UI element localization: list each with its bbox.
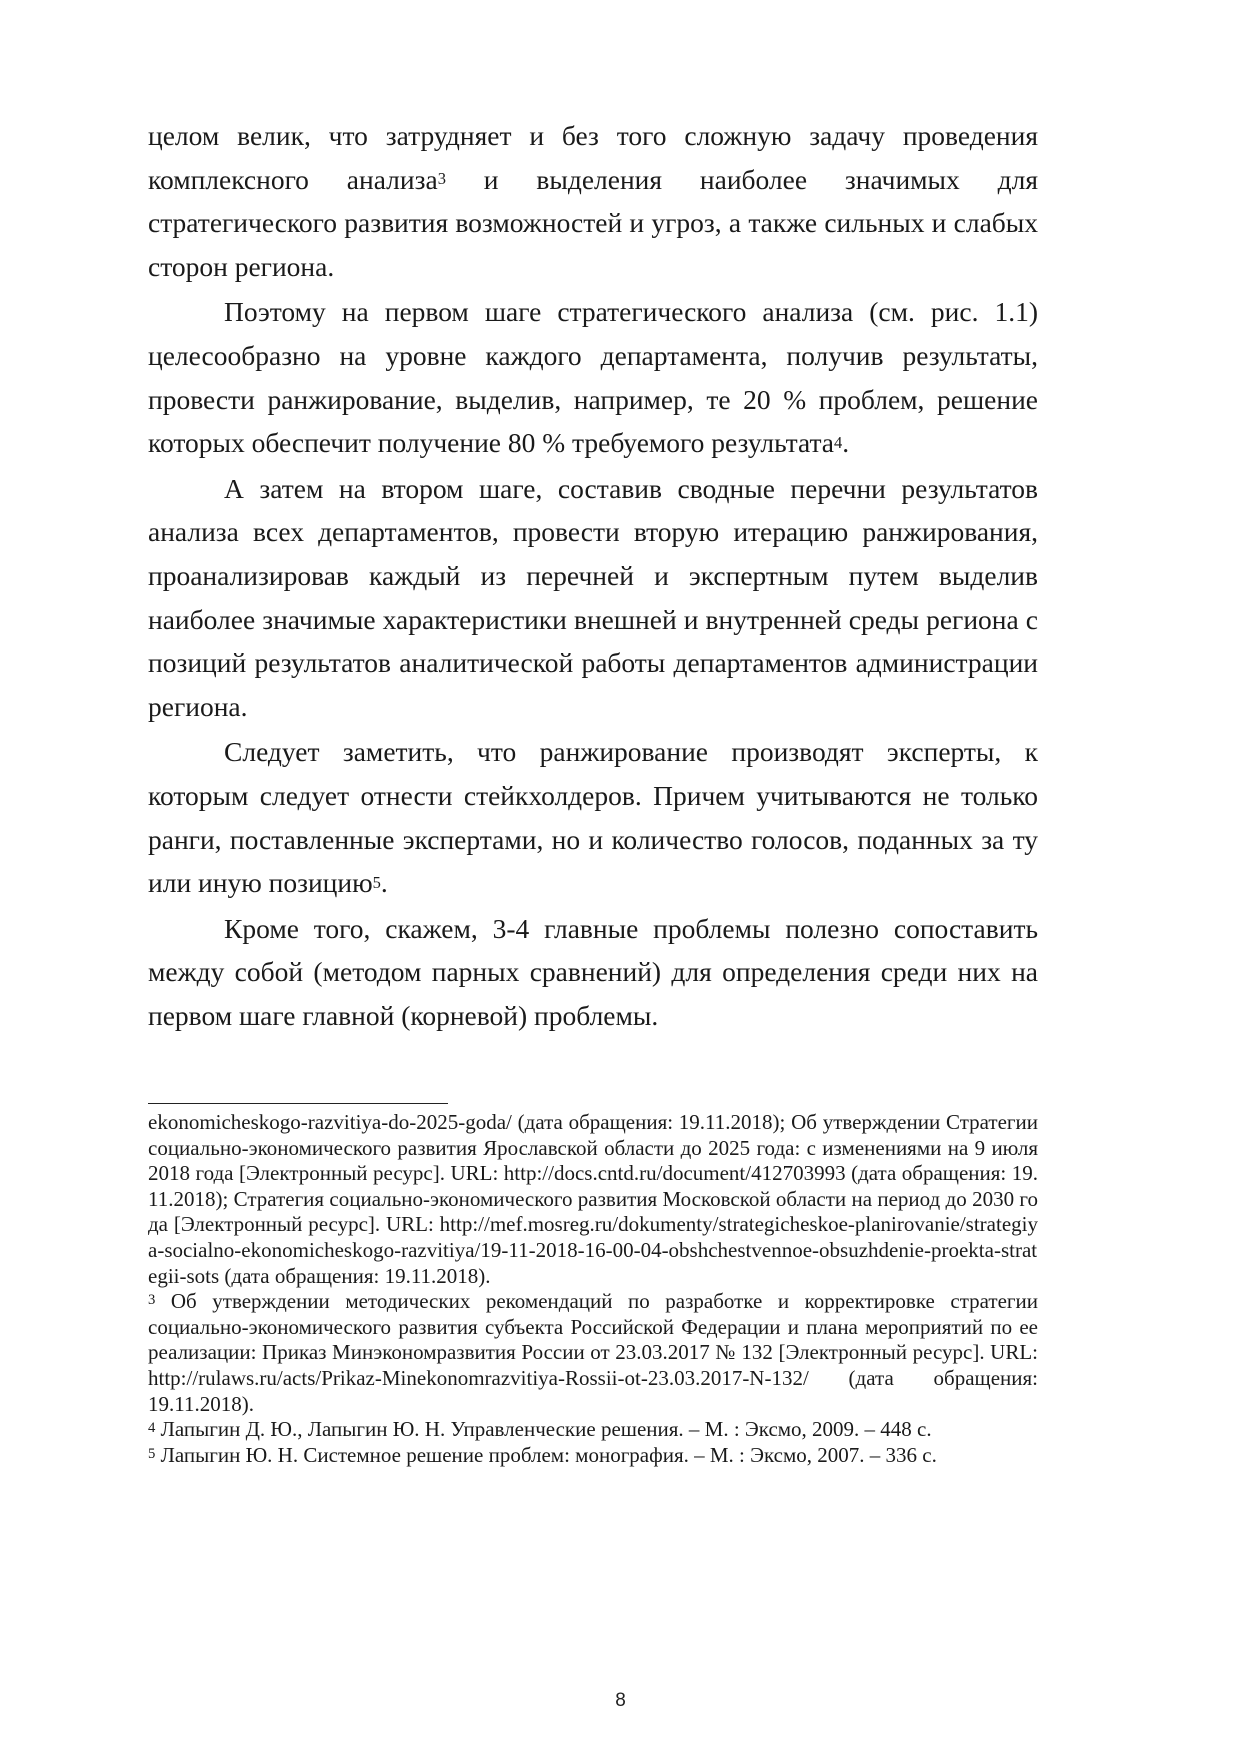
footnote-5-number: 5 [148, 1446, 156, 1463]
paragraph-2-text-a: Поэтому на первом шаге стратегического анализа (см. рис. 1.1) целесообразно на уровне каждого департамента, получив результаты, провести ранжирование, выделив, например, те 20 % проблем, решение которых обеспечит получение 80 % требуемого результата [148, 296, 1038, 459]
footnotes-area [148, 1110, 1038, 1468]
paragraph-3: А затем на втором шаге, составив сводные перечни результатов анализа всех департаментов, провести вторую итерацию ранжирования, проанализировав каждый из перечней и экспертным путем выделив наиболее значимые характеристики внешней и внутренней среды региона с позиций результатов аналитической работы департаментов администрации региона. [148, 472, 1038, 722]
footnote-ref-5[interactable]: 5 [372, 872, 381, 892]
paragraph-4-text-b: . [380, 867, 388, 899]
footnote-5-text: Лапыгин Ю. Н. Системное решение проблем: монография. – М. : Эксмо, 2007. – 336 с. [155, 1442, 937, 1467]
main-text [148, 114, 1038, 1037]
footnote-continuation: ekonomicheskogo-razvitiya-do-2025-goda/ (дата обращения: 19.11.2018); Об утверждении Стратегии социально-экономического развития Ярославской области до 2025 года: с изменениями на 9 июля 2018 года [Электронный ресурс]. URL: http://docs.cntd.ru/document/412703993 (дата обращения: 19.11.2018); Стратегия социально-экономического развития Московской области на период до 2030 года [Электронный ресурс]. URL: http://mef.mosreg.ru/dokumenty/strategicheskoe-planirovanie/strategiya-socialno-ekonomicheskogo-razvitiya/19-11-2018-16-00-04-obshchestvennoe-obsuzhdenie-proekta-strategii-sots (дата обращения: 19.11.2018). [148, 1110, 1038, 1288]
footnote-ref-3[interactable]: 3 [437, 169, 446, 189]
paragraph-1-text-a: целом велик, что затрудняет и без того сложную задачу проведения комплексного анализа [148, 120, 1038, 195]
footnote-4-text: Лапыгин Д. Ю., Лапыгин Ю. Н. Управленческие решения. – М. : Эксмо, 2009. – 448 с. [155, 1417, 932, 1442]
footnote-3-text: Об утверждении методических рекомендаций по разработке и корректировке стратегии социально-экономического развития субъекта Российской Федерации и плана мероприятий по ее реализации: Приказ Минэкономразвития России от 23.03.2017 № 132 [Электронный ресурс]. URL: http://rulaws.ru/acts/Prikaz-Minekonomrazvitiya-Rossii-ot-23.03.2017-N-132/ (дата обращения: 19.11.2018). [148, 1289, 1038, 1416]
paragraph-4-text-a: Следует заметить, что ранжирование производят эксперты, к которым следует отнести стейкхолдеров. Причем учитываются не только ранги, поставленные экспертами, но и количество голосов, поданных за ту или иную позицию [148, 736, 1038, 899]
page-number: 8 [615, 1690, 626, 1711]
paragraph-2 [148, 290, 1038, 464]
footnote-separator [148, 1103, 448, 1104]
paragraph-2-text-b: . [842, 427, 850, 459]
paragraph-5: Кроме того, скажем, 3-4 главные проблемы полезно сопоставить между собой (методом парных сравнений) для определения среди них на первом шаге главной (корневой) проблемы. [148, 912, 1038, 1031]
paragraph-1 [148, 114, 1038, 288]
footnote-3 [148, 1289, 1038, 1417]
footnote-4-number: 4 [148, 1420, 156, 1437]
paragraph-4 [148, 730, 1038, 904]
footnote-5 [148, 1443, 1038, 1469]
footnote-ref-4[interactable]: 4 [834, 433, 843, 453]
footnote-3-number: 3 [148, 1292, 156, 1309]
paragraph-1-text-b: и выделения наиболее значимых для стратегического развития возможностей и угроз, а также сильных и слабых сторон региона. [148, 163, 1039, 282]
footnote-4 [148, 1417, 1038, 1443]
